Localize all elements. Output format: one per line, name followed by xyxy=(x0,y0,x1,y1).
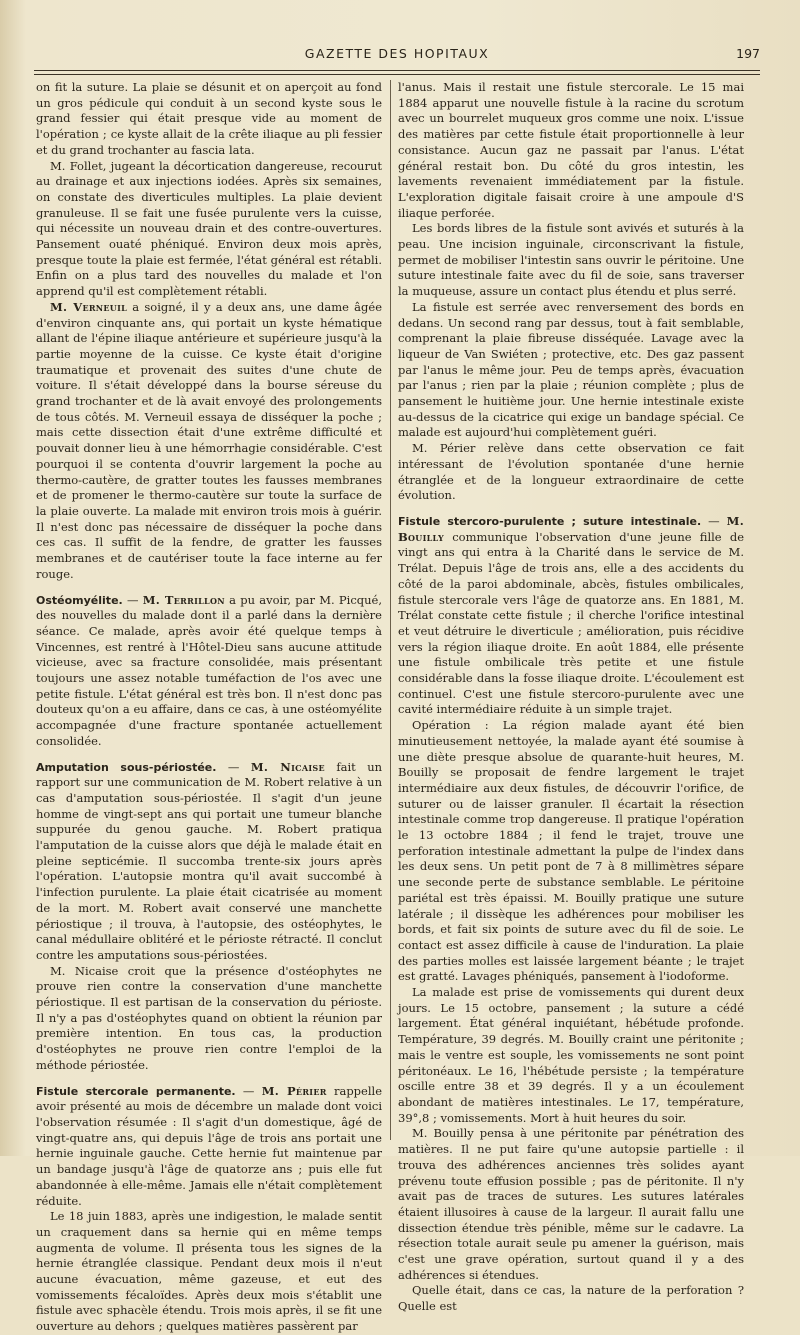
paragraph xyxy=(36,159,382,300)
paragraph-text: La fistule est serrée avec renversement des bords en dedans. Un second rang par dessus, tout à fait semblable, comprenant la plaie fibreuse disséquée. Lavage avec la liqueur de Van Swiéten ; protective, etc. Des gaz passent par l'anus le même jour. Peu de temps après, évacuation par l'anus ; rien par la plaie ; réunion complète ; plus de pansement le huitième jour. Une hernie intestinale existe au-dessus de la cicatrice qui exige un bandage spécial. Ce malade est aujourd'hui complètement guéri. xyxy=(398,299,744,440)
paragraph-text: fait un rapport sur une communication de M. Robert relative à un cas d'amputation sous-périostée. Il s'agit d'un jeune homme de vingt-sept ans qui portait une tumeur blanche suppurée du genou gauche. M. Robert pratiqua l'amputation de la cuisse alors que déjà le malade était en pleine septicémie. Il succomba trente-six jours après l'opération. L'autopsie montra qu'il avait succombé à l'infection purulente. La plaie était cicatrisée au moment de la mort. M. Robert avait conservé une manchette périostique ; il trouva, à l'autopsie, des ostéophytes, le canal médullaire oblitéré et le périoste rétracté. Il conclut contre les amputations sous-périostées. xyxy=(36,759,383,962)
paragraph xyxy=(36,1209,382,1335)
section-paragraph: Fistule stercoro-purulente ; suture intestinale. — M. Bouilly communique l'observation d'une jeune fille de vingt ans qui entra à la Charité dans le service de M. Trélat. Depuis l'âge de trois ans, elle a des accidents du côté de la paroi abdominale, abcès, fistules ombilicales, fistule stercorale vers l'âge de quatorze ans. En 1881, M. Trélat constate cette fistule ; il cherche l'orifice intestinal et veut détruire le diverticule ; amélioration, puis récidive vers la région iliaque droite. En août 1884, elle présente une fistule ombilicale très petite et une fistule considérable dans la fosse iliaque droite. L'écoulement est continuel. C'est une fistule stercoro-purulente avec une cavité intermédiaire réduite à un simple trajet. xyxy=(398,513,745,717)
paragraph-text: M. Follet, jugeant la décortication dangereuse, recourut au drainage et aux injections iodées. Après six semaines, on constate des diverticules multiples. La plaie devient granuleuse. Il se fait une fusée purulente vers la cuisse, qui nécessite un nouveau drain et des contre-ouvertures. Pansement ouaté phéniqué. Environ deux mois après, presque toute la plaie est fermée, l'état général est rétabli. Enfin on a plus tard des nouvelles du malade et l'on apprend qu'il est complètement rétabli. xyxy=(36,158,382,299)
column-divider xyxy=(390,80,391,1140)
section-paragraph: Ostéomyélite. — M. Terrillon a pu avoir, par M. Picqué, des nouvelles du malade dont il a parlé dans la dernière séance. Ce malade, après avoir été quelque temps à Vincennes, est rentré à l'Hôtel-Dieu sans aucune attitude vicieuse, avec sa fracture consolidée, mais présentant toujours une assez notable tuméfaction de l'os avec une petite fistule. L'état général est très bon. Il n'est donc pas douteux qu'on a eu affaire, dans ce cas, à une ostéomyélite accompagnée d'une fracture spontanée actuellement consolidée. xyxy=(36,592,383,748)
paragraph-text: M. Bouilly pensa à une péritonite par pénétration des matières. Il ne put faire qu'une autopsie partielle : il trouva des adhérences anciennes très solides ayant prévenu toute effusion possible ; pas de péritonite. Il n'y avait pas de traces de sutures. Les sutures latérales étaient illusoires à cause de la largeur. Il aurait fallu une dissection étendue très pénible, même sur le cadavre. La résection totale aurait seule pu amener la guérison, mais c'est une grave opération, surtout quand il y a des adhérences si étendues. xyxy=(398,1126,744,1282)
author-name: M. Bouilly xyxy=(398,513,745,544)
paragraph xyxy=(398,1283,744,1314)
header-rule-bottom xyxy=(34,74,760,75)
paragraph-text: Les bords libres de la fistule sont avivés et suturés à la peau. Une incision inguinale, circonscrivant la fistule, permet de mobiliser l'intestin sans ouvrir le péritoine. Une suture intestinale faite avec du fil de soie, sans traverser la muqueuse, assure un contact plus étendu et plus serré. xyxy=(398,221,744,299)
paragraph-text: communique l'observation d'une jeune fille de vingt ans qui entra à la Charité dans le service de M. Trélat. Depuis l'âge de trois ans, elle a des accidents du côté de la paroi abdominale, abcès, fistules ombilicales, fistule stercorale vers l'âge de quatorze ans. En 1881, M. Trélat constate cette fistule ; il cherche l'orifice intestinal et veut détruire le diverticule ; amélioration, puis récidive vers la région iliaque droite. En août 1884, elle présente une fistule ombilicale très petite et une fistule considérable dans la fosse iliaque droite. L'écoulement est continuel. C'est une fistule stercoro-purulente avec une cavité intermédiaire réduite à un simple trajet. xyxy=(398,529,745,717)
paragraph xyxy=(36,80,382,159)
paragraph xyxy=(398,221,744,300)
section-heading: Fistule stercorale permanente. xyxy=(36,1084,236,1098)
paragraph-text: rappelle avoir présenté au mois de décembre un malade dont voici l'observation résumée : Il s'agit d'un domestique, âgé de vingt-quatre ans, qui depuis l'âge de trois ans portait une hernie inguinale gauche. Cette hernie fut maintenue par un bandage jusqu'à l'âge de quatorze ans ; puis elle fut abandonnée à elle-même. Jamais elle n'était complètement réduite. xyxy=(36,1083,383,1208)
page-header xyxy=(34,42,760,66)
author-name: M. Périer xyxy=(261,1083,327,1098)
paragraph-text: on fit la suture. La plaie se désunit et on aperçoit au fond un gros pédicule qui conduit à un second kyste sous le grand fessier qui était presque vide au moment de l'opération ; ce kyste allait de la crête iliaque au pli fessier et du grand trochanter au fascia lata. xyxy=(36,80,382,157)
paragraph-text: La malade est prise de vomissements qui durent deux jours. Le 15 octobre, pansement ; la suture a cédé largement. État général inquiétant, hébétude profonde. Température, 39 degrés. M. Bouilly craint une péritonite ; mais le ventre est souple, les vomissements ne sont point péritonéaux. Le 16, l'hébétude persiste ; la température oscille entre 38 et 39 degrés. Il y a un écoulement abondant de matières intestinales. Le 17, température, 39°,8 ; vomissements. Mort à huit heures du soir. xyxy=(398,985,744,1125)
paragraph-text: Opération : La région malade ayant été bien minutieusement nettoyée, la malade ayant été soumise à une diète presque absolue de quarante-huit heures, M. Bouilly se proposait de fendre largement le trajet intermédiaire aux deux fistules, de découvrir l'orifice, de suturer ou de laisser granuler. Il écartait la résection intestinale comme trop dangereuse. Il pratique l'opération le 13 octobre 1884 ; il fend le trajet, trouve une perforation intestinale admettant la pulpe de l'index dans les deux sens. Un petit pont de 7 à 8 millimètres sépare une seconde perte de substance semblable. Le péritoine pariétal est très épaissi. M. Bouilly pratique une suture latérale ; il dissèque les adhérences pour mobiliser les bords, et fait six points de suture avec du fil de soie. Le contact est assez difficile à cause de l'induration. La plaie des parties molles est laissée largement béante ; le trajet est gratté. Lavages phéniqués, pansement à l'iodoforme. xyxy=(398,718,744,984)
journal-title: GAZETTE DES HOPITAUX xyxy=(304,46,490,61)
paragraph-text: Le 18 juin 1883, après une indigestion, le malade sentit un craquement dans sa hernie qui en même temps augmenta de volume. Il présenta tous les signes de la hernie étranglée classique. Pendant deux mois il n'eut aucune évacuation, même gazeuse, et eut des vomissements fécaloïdes. Après deux mois s'établit une fistule avec sphacèle étendu. Trois mois après, il se fit une ouverture au dehors ; quelques matières passèrent par xyxy=(36,1209,382,1334)
paragraph-text: M. Nicaise croit que la présence d'ostéophytes ne prouve rien contre la conservation d'une manchette périostique. Il est partisan de la conservation du périoste. Il n'y a pas d'ostéophytes quand on obtient la réunion par première intention. En tous cas, la production d'ostéophytes ne prouve rien contre l'emploi de la méthode périostée. xyxy=(36,963,382,1072)
section-heading: Ostéomyélite. xyxy=(36,593,123,607)
section-paragraph: Amputation sous-périostée. — M. Nicaise fait un rapport sur une communication de M. Robert relative à un cas d'amputation sous-périostée. Il s'agit d'un jeune homme de vingt-sept ans qui portait une tumeur blanche suppurée du genou gauche. M. Robert pratiqua l'amputation de la cuisse alors que déjà le malade était en pleine septicémie. Il succomba trente-six jours après l'opération. L'autopsie montra qu'il avait succombé à l'infection purulente. La plaie était cicatrisée au moment de la mort. M. Robert avait conservé une manchette périostique ; il trouva, à l'autopsie, des ostéophytes, le canal médullaire oblitéré et le périoste rétracté. Il conclut contre les amputations sous-périostées. xyxy=(36,759,383,962)
paragraph-text: Quelle était, dans ce cas, la nature de la perforation ? Quelle est xyxy=(398,1283,744,1314)
author-name: M. Verneuil xyxy=(50,299,128,314)
author-name: M. Terrillon xyxy=(142,592,225,607)
paragraph xyxy=(36,964,382,1074)
section-heading: Amputation sous-périostée. xyxy=(36,760,217,774)
paragraph-text: a pu avoir, par M. Picqué, des nouvelles du malade dont il a parlé dans la dernière séance. Ce malade, après avoir été quelque temps à Vincennes, est rentré à l'Hôtel-Dieu sans aucune attitude vicieuse, avec sa fracture consolidée, mais présentant toujours une assez notable tuméfaction de l'os avec une petite fistule. L'état général est très bon. Il n'est donc pas douteux qu'on a eu affaire, dans ce cas, à une ostéomyélite accompagnée d'une fracture spontanée actuellement consolidée. xyxy=(36,592,383,748)
section-paragraph: Fistule stercorale permanente. — M. Périer rappelle avoir présenté au mois de décembre un malade dont voici l'observation résumée : Il s'agit d'un domestique, âgé de vingt-quatre ans, qui depuis l'âge de trois ans portait une hernie inguinale gauche. Cette hernie fut maintenue par un bandage jusqu'à l'âge de quatorze ans ; puis elle fut abandonnée à elle-même. Jamais elle n'était complètement réduite. xyxy=(36,1083,383,1208)
paragraph xyxy=(398,718,744,985)
paragraph-text: a soigné, il y a deux ans, une dame âgée d'environ cinquante ans, qui portait un kyste hématique allant de l'épine iliaque antérieure et supérieure jusqu'à la partie moyenne de la cuisse. Ce kyste était d'origine traumatique et provenait des suites d'une chute de voiture. Il s'était développé dans la bourse séreuse du grand trochanter et de là avait envoyé des prolongements de tous côtés. M. Verneuil essaya de disséquer la poche ; mais cette dissection était d'une extrême difficulté et pouvait donner lieu à une hémorrhagie considérable. C'est pourquoi il se contenta d'ouvrir largement la poche au thermo-cautère, de gratter toutes les fausses membranes et de promener le thermo-cautère sur toute la surface de la plaie ouverte. La malade mit environ trois mois à guérir. Il n'est donc pas nécessaire de disséquer la poche dans ces cas. Il suffit de la fendre, de gratter les fausses membranes et de cautériser toute la face interne au fer rouge. xyxy=(36,299,383,581)
page-number: 197 xyxy=(736,46,760,61)
paragraph xyxy=(398,80,744,221)
paragraph xyxy=(398,300,744,441)
author-name: M. Nicaise xyxy=(250,759,325,774)
right-column xyxy=(398,80,744,1315)
left-column xyxy=(36,80,382,1335)
paragraph-text: M. Périer relève dans cette observation ce fait intéressant de l'évolution spontanée d'une hernie étranglée et de la longueur extraordinaire de cette évolution. xyxy=(398,441,744,503)
paragraph xyxy=(36,300,382,583)
header-rule-top xyxy=(34,70,760,71)
paragraph xyxy=(398,985,744,1126)
paragraph-text: l'anus. Mais il restait une fistule stercorale. Le 15 mai 1884 apparut une nouvelle fistule à la racine du scrotum avec un bourrelet muqueux gros comme une noix. L'issue des matières par cette fistule était proportionnelle à leur consistance. Aucun gaz ne passait par l'anus. L'état général restait bon. Du côté du gros intestin, les lavements revenaient immédiatement par la fistule. L'exploration digitale faisait croire à une ampoule d'S iliaque perforée. xyxy=(398,80,744,220)
paragraph xyxy=(398,1126,744,1283)
section-heading: Fistule stercoro-purulente ; suture intestinale. xyxy=(398,514,702,528)
paragraph xyxy=(398,441,744,504)
